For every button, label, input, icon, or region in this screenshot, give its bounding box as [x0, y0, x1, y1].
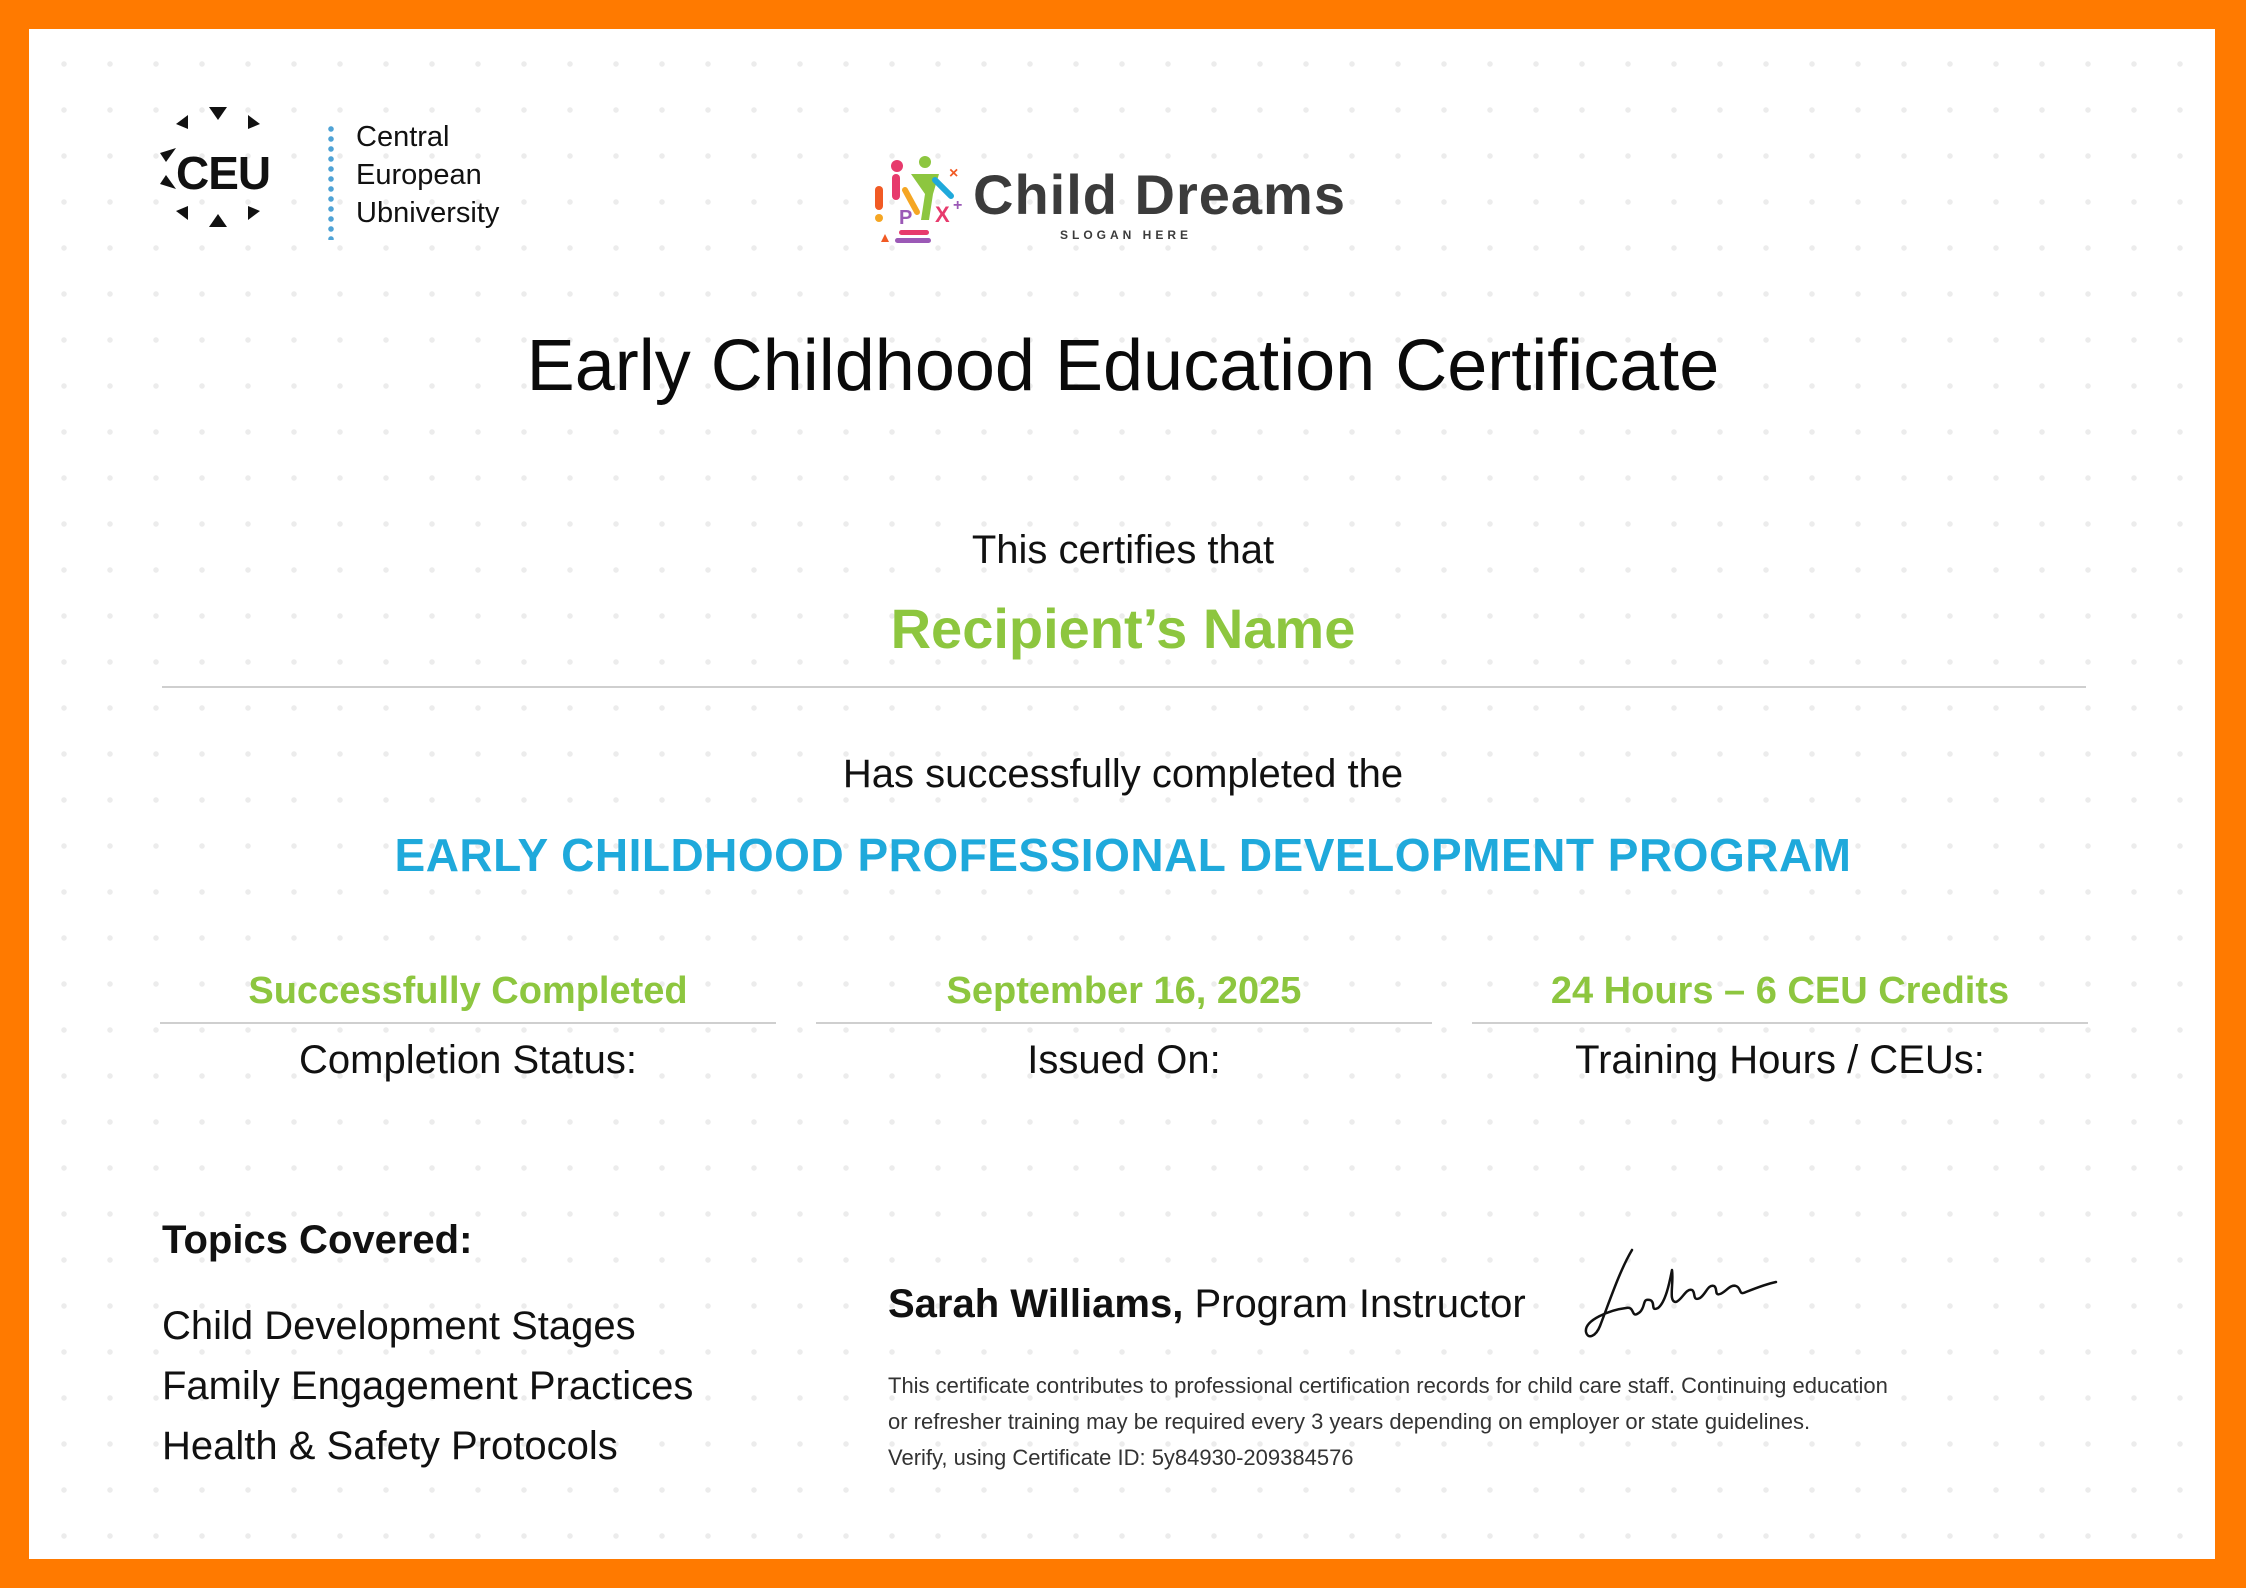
completed-text: Has successfully completed the — [842, 752, 1404, 796]
recipient-name: Recipient’s Name — [890, 597, 1356, 660]
svg-text:+: + — [953, 197, 963, 214]
certificate-id-line: Verify, using Certificate ID: 5y84930-209384576 — [888, 1445, 1354, 1470]
child-dreams-title: Child Dreams — [973, 163, 1346, 226]
training-hours-label: Training Hours / CEUs: — [1575, 1038, 1985, 1082]
ceu-dotted-divider — [328, 124, 334, 240]
ceu-abbreviation: CEU — [176, 147, 271, 199]
child-dreams-slogan: SLOGAN HERE — [1060, 228, 1193, 242]
ceu-name-line: Central — [356, 121, 450, 153]
colorful-children-letters-icon — [865, 150, 975, 255]
info-divider — [816, 1022, 1432, 1024]
completion-status-value: Successfully Completed — [248, 970, 688, 1012]
topic-item: Family Engagement Practices — [162, 1364, 694, 1408]
instructor-line — [888, 1282, 1526, 1327]
ceu-name-line: European — [356, 159, 482, 191]
certifies-text: This certifies that — [971, 528, 1275, 572]
completion-status-block — [160, 962, 776, 1083]
svg-text:P: P — [899, 207, 913, 229]
svg-text:X: X — [935, 202, 950, 227]
completion-status-label: Completion Status: — [299, 1038, 637, 1082]
topics-list — [162, 1296, 693, 1476]
footnote-line: This certificate contributes to professional certification records for child care staff. Continuing education — [888, 1373, 1888, 1398]
ceu-name-line: Ubniversity — [356, 197, 500, 229]
child-dreams-logo — [865, 150, 1385, 260]
issued-on-value: September 16, 2025 — [946, 970, 1302, 1012]
training-hours-value: 24 Hours – 6 CEU Credits — [1550, 970, 2010, 1012]
topic-item: Child Development Stages — [162, 1304, 636, 1348]
info-divider — [1472, 1022, 2088, 1024]
footnote-line: or refresher training may be required every 3 years depending on employer or state guidelines. — [888, 1409, 1811, 1434]
ceu-university-name — [356, 118, 499, 232]
program-name: EARLY CHILDHOOD PROFESSIONAL DEVELOPMENT PROGRAM — [394, 829, 1852, 881]
recipient-divider — [162, 686, 2086, 688]
ceu-logo — [130, 88, 530, 238]
topics-heading: Topics Covered: — [162, 1218, 473, 1262]
issued-on-block — [816, 962, 1432, 1083]
topic-item: Health & Safety Protocols — [162, 1424, 618, 1468]
training-hours-block — [1472, 962, 2088, 1083]
signature-icon — [1580, 1240, 1780, 1355]
instructor-role: Program Instructor — [1194, 1282, 1526, 1326]
info-divider — [160, 1022, 776, 1024]
certificate-title: Early Childhood Education Certificate — [526, 326, 1720, 406]
svg-text:×: × — [949, 165, 959, 182]
issued-on-label: Issued On: — [1027, 1038, 1221, 1082]
certificate-footnote — [888, 1368, 2088, 1476]
instructor-name: Sarah Williams, — [888, 1282, 1184, 1326]
